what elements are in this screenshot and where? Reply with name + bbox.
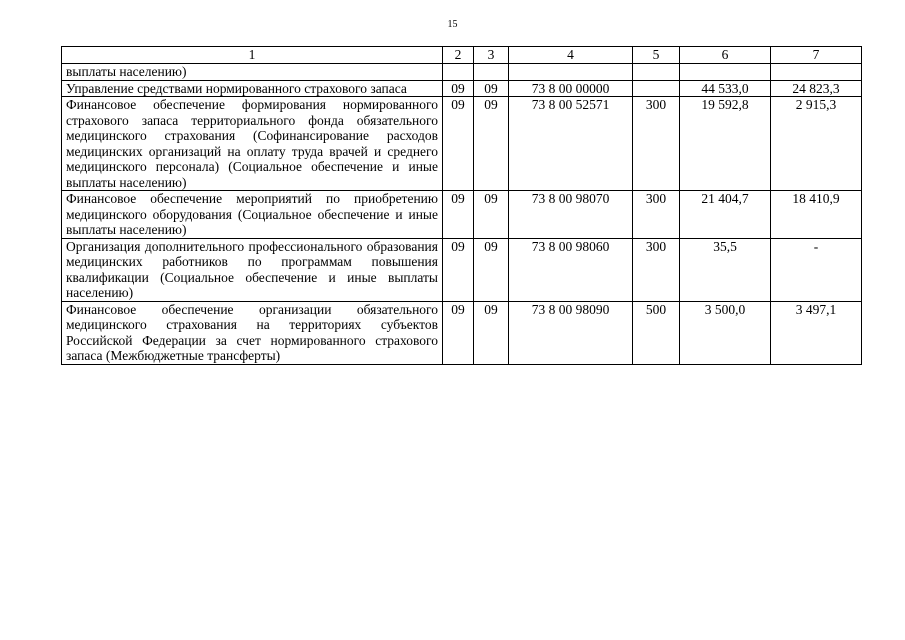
subsection-code: 09: [474, 301, 509, 364]
expense-type-code: 300: [633, 238, 680, 301]
row-description: Организация дополнительного профессионального образования медицинских работников по программам повышения квалификации (Социальное обеспечение и иные выплаты населению): [62, 238, 443, 301]
row-description: Финансовое обеспечение мероприятий по приобретению медицинского оборудования (Социальное обеспечение и иные выплаты населению): [62, 191, 443, 239]
column-header-1: 1: [62, 47, 443, 64]
section-code: 09: [443, 238, 474, 301]
expense-type-code: 300: [633, 97, 680, 191]
amount-column-6: [680, 64, 771, 81]
amount-column-6: 35,5: [680, 238, 771, 301]
target-article-code: 73 8 00 98060: [509, 238, 633, 301]
amount-column-7: 24 823,3: [771, 80, 862, 97]
amount-column-7: 18 410,9: [771, 191, 862, 239]
table-row: [62, 97, 862, 191]
section-code: [443, 64, 474, 81]
section-code: 09: [443, 80, 474, 97]
column-header-2: 2: [443, 47, 474, 64]
amount-column-6: 44 533,0: [680, 80, 771, 97]
column-header-7: 7: [771, 47, 862, 64]
column-header-6: 6: [680, 47, 771, 64]
section-code: 09: [443, 191, 474, 239]
subsection-code: 09: [474, 97, 509, 191]
header-row: [62, 47, 862, 64]
expense-type-code: [633, 80, 680, 97]
row-description: Управление средствами нормированного страхового запаса: [62, 80, 443, 97]
column-header-4: 4: [509, 47, 633, 64]
section-code: 09: [443, 97, 474, 191]
row-description: выплаты населению): [62, 64, 443, 81]
page-number: 15: [447, 19, 458, 30]
amount-column-7: 3 497,1: [771, 301, 862, 364]
target-article-code: 73 8 00 98090: [509, 301, 633, 364]
target-article-code: 73 8 00 52571: [509, 97, 633, 191]
expense-type-code: 500: [633, 301, 680, 364]
target-article-code: 73 8 00 00000: [509, 80, 633, 97]
target-article-code: 73 8 00 98070: [509, 191, 633, 239]
section-code: 09: [443, 301, 474, 364]
row-description: Финансовое обеспечение формирования нормированного страхового запаса территориального фонда обязательного медицинского страхования (Софинансирование расходов медицинских организаций на оплату труда врачей и среднего медицинского персонала) (Социальное обеспечение и иные выплаты населению): [62, 97, 443, 191]
column-header-5: 5: [633, 47, 680, 64]
table-row: [62, 64, 862, 81]
amount-column-6: 19 592,8: [680, 97, 771, 191]
table-row: [62, 238, 862, 301]
table-row: [62, 191, 862, 239]
expense-type-code: [633, 64, 680, 81]
amount-column-6: 3 500,0: [680, 301, 771, 364]
amount-column-7: -: [771, 238, 862, 301]
expense-type-code: 300: [633, 191, 680, 239]
table-row: [62, 80, 862, 97]
amount-column-6: 21 404,7: [680, 191, 771, 239]
amount-column-7: 2 915,3: [771, 97, 862, 191]
row-description: Финансовое обеспечение организации обязательного медицинского страхования на территориях субъектов Российской Федерации за счет нормированного страхового запаса (Межбюджетные трансферты): [62, 301, 443, 364]
subsection-code: 09: [474, 238, 509, 301]
subsection-code: 09: [474, 191, 509, 239]
target-article-code: [509, 64, 633, 81]
subsection-code: [474, 64, 509, 81]
amount-column-7: [771, 64, 862, 81]
subsection-code: 09: [474, 80, 509, 97]
table-row: [62, 301, 862, 364]
budget-table: [61, 46, 862, 365]
column-header-3: 3: [474, 47, 509, 64]
